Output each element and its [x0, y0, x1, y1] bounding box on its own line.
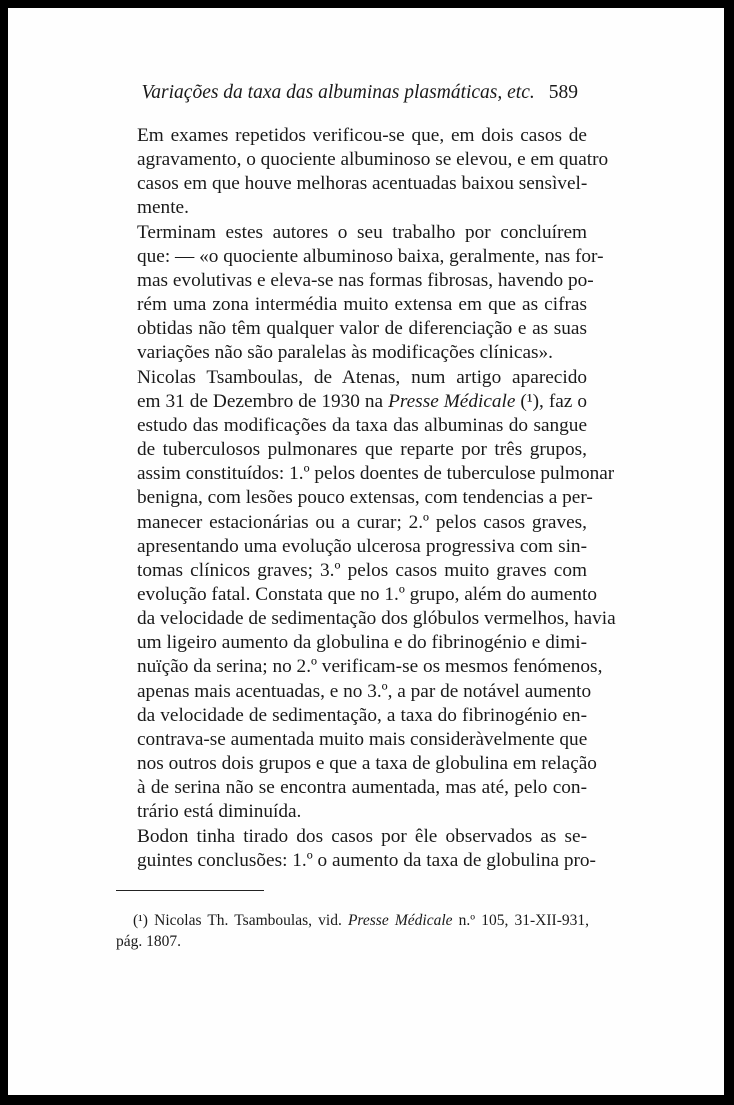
text-line: nuïção da serina; no 2.º verificam-se os mesmos fenómenos,	[137, 656, 603, 678]
text-line: contrava-se aumentada muito mais consideràvelmente que	[137, 728, 588, 750]
footnote-ref-detail: n.º 105, 31-XII-931,	[452, 912, 589, 929]
text-line: manecer estacionárias ou a curar; 2.º pelos casos graves,	[137, 511, 587, 533]
footnote-author: Nicolas Th. Tsamboulas, vid.	[147, 912, 348, 929]
text-line: apresentando uma evolução ulcerosa progressiva com sin-	[137, 535, 587, 557]
book-page	[8, 8, 724, 1095]
footnote-line	[133, 910, 589, 931]
text-line: um ligeiro aumento da globulina e do fibrinogénio e dimi-	[137, 632, 587, 654]
footnote-ref: (¹), faz o	[515, 390, 587, 412]
text-line: à de serina não se encontra aumentada, mas até, pelo con-	[137, 777, 587, 799]
paragraph-1	[107, 124, 609, 221]
text-line: Terminam estes autores o seu trabalho por concluírem	[137, 221, 587, 243]
text-line: agravamento, o quociente albuminoso se elevou, e em quatro	[137, 149, 609, 171]
text-line: da velocidade de sedimentação dos glóbulos vermelhos, havia	[137, 608, 616, 630]
text-line: de tuberculosos pulmonares que reparte por três grupos,	[137, 439, 587, 461]
text-line: Nicolas Tsamboulas, de Atenas, num artigo aparecido	[137, 366, 587, 388]
text-line: estudo das modificações da taxa das albuminas do sangue	[137, 414, 587, 436]
footnote-line: pág. 1807.	[116, 933, 182, 950]
running-title: Variações da taxa das albuminas plasmáticas, etc.	[141, 82, 535, 103]
text-line: Em exames repetidos verificou-se que, em dois casos de	[137, 125, 587, 146]
text-line: Bodon tinha tirado dos casos por êle observados as se-	[137, 825, 587, 847]
text-line: trário está diminuída.	[137, 801, 302, 823]
text-line: apenas mais acentuadas, e no 3.º, a par de notável aumento	[137, 680, 592, 702]
text-line: da velocidade de sedimentação, a taxa do fibrinogénio en-	[137, 704, 587, 726]
text-line: casos em que houve melhoras acentuadas baixou sensìvel-	[137, 173, 588, 195]
text-line	[107, 390, 587, 414]
running-header	[8, 82, 578, 104]
journal-title: Presse Médicale	[388, 390, 516, 412]
text-line: guintes conclusões: 1.º o aumento da taxa de globulina pro-	[137, 849, 596, 871]
footnote	[116, 910, 589, 952]
text-line: evolução fatal. Constata que no 1.º grupo, além do aumento	[137, 583, 598, 605]
date-text: em 31 de Dezembro de 1930 na	[137, 390, 389, 412]
text-line: obtidas não têm qualquer valor de diferenciação e as suas	[137, 318, 587, 340]
paragraph-4	[107, 825, 596, 873]
page-number: 589	[548, 82, 578, 103]
text-line: assim constituídos: 1.º pelos doentes de tuberculose pulmonar	[137, 463, 615, 485]
text-line: variações não são paralelas às modificações clínicas».	[137, 342, 553, 364]
footnote-rule	[116, 890, 264, 891]
text-line: benigna, com lesões pouco extensas, com tendencias a per-	[137, 487, 593, 509]
text-line: que: — «o quociente albuminoso baixa, geralmente, nas for-	[137, 245, 604, 267]
text-line: rém uma zona intermédia muito extensa em que as cifras	[137, 294, 587, 316]
text-line: mas evolutivas e eleva-se nas formas fibrosas, havendo po-	[137, 269, 594, 291]
text-line: tomas clínicos graves; 3.º pelos casos muito graves com	[137, 559, 587, 581]
footnote-journal: Presse Médicale	[347, 912, 453, 929]
footnote-marker: (¹)	[133, 912, 148, 929]
body-text	[107, 124, 616, 873]
paragraph-3	[107, 366, 616, 825]
text-line: nos outros dois grupos e que a taxa de globulina em relação	[137, 753, 597, 775]
text-line: mente.	[137, 197, 189, 219]
paragraph-2	[107, 221, 604, 366]
